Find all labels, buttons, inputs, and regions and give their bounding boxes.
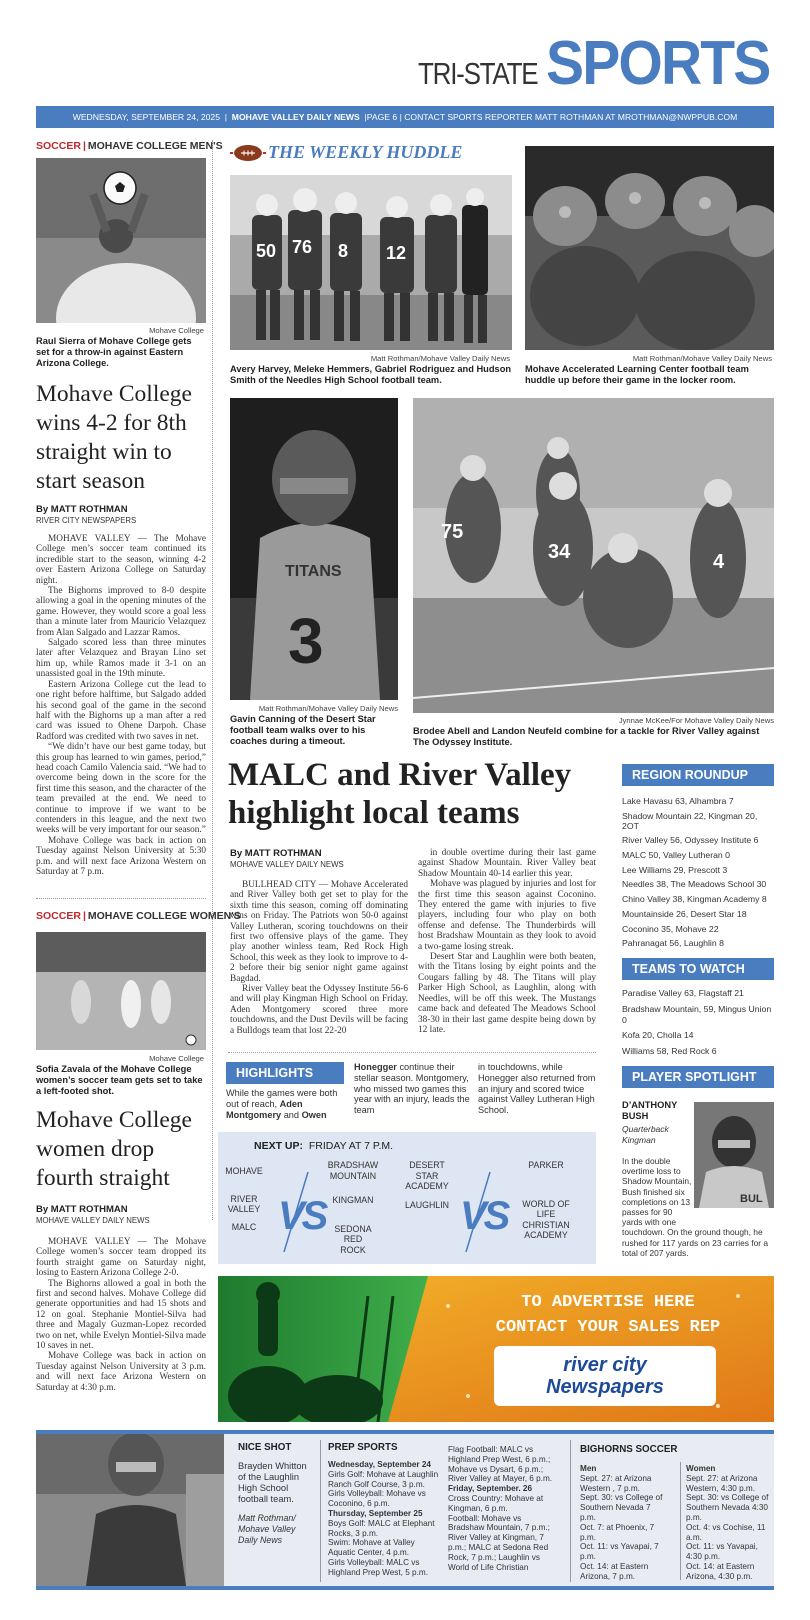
photo3-caption: Gavin Canning of the Desert Star football team walks over to his coaches during a timeout. xyxy=(230,714,376,746)
paper-name: MOHAVE VALLEY DAILY NEWS xyxy=(231,112,360,122)
nice-shot-text: Brayden Whitton of the Laughlin High School football team. xyxy=(238,1461,307,1504)
paragraph: The Bighorns improved to 8-0 despite allowing a goal in the opening minutes of the game. However, they would score a goal less than a minute later from Mauricio Velazquez from Alan Salgado and Lazzar Ramos. xyxy=(36,586,206,638)
region-roundup-list xyxy=(622,796,774,953)
highlights-name-1: Aden Montgomery xyxy=(226,1098,303,1120)
topbar-separator-2: | xyxy=(364,112,367,122)
next-up-time: FRIDAY AT 7 P.M. xyxy=(308,1140,394,1152)
list-item: Williams 58, Red Rock 6 xyxy=(622,1046,717,1057)
schedule-item: Oct. 11: vs Yavapai, 7 p.m. xyxy=(580,1542,659,1562)
logo-river-city: river city xyxy=(563,1354,647,1376)
main-article-col1 xyxy=(230,880,408,1036)
paragraph: Mohave was plagued by injuries and lost for the first time this season against Coconino. They entered the game with injuries to five players, including four who play on both offense and defense. The Thunderbirds will host Bradshaw Mountain as they look to avoid a two-game losing streak. xyxy=(418,879,596,952)
womens-byline: By MATT ROTHMAN xyxy=(36,1204,128,1215)
matchup-right-b xyxy=(508,1160,584,1241)
bighorns-title xyxy=(580,1444,677,1463)
prep-sports-title xyxy=(328,1442,398,1461)
photo3-credit: Matt Rothman/Mohave Valley Daily News xyxy=(258,704,398,713)
spotlight-name: D’ANTHONY BUSH xyxy=(622,1100,678,1121)
main-article-col2 xyxy=(418,848,596,1035)
column-divider xyxy=(212,140,213,1220)
mens-byline-org: RIVER CITY NEWSPAPERS xyxy=(36,516,137,525)
issue-date: WEDNESDAY, SEPTEMBER 24, 2025 xyxy=(72,112,220,122)
advertisement[interactable] xyxy=(218,1276,774,1422)
womens-soccer-photo xyxy=(36,932,206,1050)
schedule-item: Swim: Mohave at Valley Aquatic Center, 4 p.m. xyxy=(328,1538,415,1558)
main-byline: By MATT ROTHMAN xyxy=(230,848,322,859)
kicker-soccer: SOCCER xyxy=(36,140,81,152)
ad-line-2: CONTACT YOUR SALES REP xyxy=(495,1318,721,1337)
next-up-panel xyxy=(218,1132,596,1264)
photo2-caption: Mohave Accelerated Learning Center football team huddle up before their game in the locker room. xyxy=(525,364,749,385)
highlights-col2 xyxy=(354,1062,470,1116)
top-info-bar xyxy=(36,106,774,128)
paragraph: “We didn’t have our best game today, but this group has learned to win games, period,” head coach Camilo Valencia said. “We had to overcome being down in the score for the first time this season, and the character of the team prevailed at the end. We need to continue to improve if we want to be contenders in this league, and the next two weeks will be very important for our season.” xyxy=(36,742,206,836)
paragraph: Mohave College was back in action on Tuesday against Nelson University at 5:30 p.m. and will next face Arizona Western on Saturday at 7 p.m. xyxy=(36,835,206,877)
prep-sports-heading: PREP SPORTS xyxy=(328,1442,398,1453)
player-spotlight-header: PLAYER SPOTLIGHT xyxy=(622,1066,774,1088)
schedule-item xyxy=(328,1460,440,1470)
womens-photo-credit: Mohave College xyxy=(149,1054,204,1063)
spotlight-text-wide: touchdown. On the ground though, he rushed for 117 yards on 23 carries for a total of 207 yards. xyxy=(622,1227,769,1258)
team-mohave: MOHAVE xyxy=(225,1166,263,1176)
womens-byline-org: MOHAVE VALLEY DAILY NEWS xyxy=(36,1216,150,1225)
nice-shot-credit: Matt Rothman/ Mohave Valley Daily News xyxy=(238,1513,296,1545)
spotlight-text-narrow: In the double overtime loss to Shadow Mountain, Bush finished six completions on 13 passes for 90 yards with one xyxy=(622,1156,692,1228)
svg-text:12: 12 xyxy=(386,243,407,263)
team-laughlin: LAUGHLIN xyxy=(405,1199,449,1210)
prep-sports-col1 xyxy=(328,1460,440,1578)
paragraph: BULLHEAD CITY — Mohave Accelerated and River Valley both get set to play for the sixth time this season, coming off dominating wins on Friday. The Patriots won 50-0 against Valley Lutheran, scoring touchdowns on their first two offensive plays of the game. They play another winless team, Red Rock High School, this week as they look to improve to 4-2 before their big senior night game against Bagdad. xyxy=(230,880,408,984)
bottom-strip-bottom-bar xyxy=(36,1586,774,1590)
highlights-text-1: While the games were both out of reach, xyxy=(226,1088,338,1109)
highlights-and: and xyxy=(283,1109,300,1120)
paragraph: The Bighorns allowed a goal in both the first and second halves. Mohave College did generate opportunities and had 15 shots and 12 on goal. Stephanie Montiel-Silva had three and Magaly Guzman-Lopez recorded two on net, while Evelyn Montiel-Silva made 10 saves in net. xyxy=(36,1278,206,1352)
schedule-item: Flag Football: MALC vs Highland Prep West, 6 p.m.; Mohave vs Dysart, 6 p.m.; River Valley at Mayer, 6 p.m. xyxy=(448,1445,553,1484)
desert-star-player-photo xyxy=(230,398,398,700)
team-malc: MALC xyxy=(231,1222,257,1232)
svg-text:BUL: BUL xyxy=(740,1193,763,1205)
list-item: Kofa 20, Cholla 14 xyxy=(622,1030,694,1041)
paragraph: Mohave College was back in action on Tuesday against Nelson University at 3 p.m. and will next face Arizona Western on Saturday at 4:30 p.m. xyxy=(36,1351,206,1393)
highlights-divider xyxy=(228,1052,596,1053)
svg-text:3: 3 xyxy=(288,605,324,677)
svg-text:75: 75 xyxy=(441,521,464,543)
schedule-item: Sept. 30: vs College of Southern Nevada 4:30 p.m. xyxy=(686,1493,769,1522)
vs-left: VS xyxy=(278,1194,326,1238)
spotlight-school: Kingman xyxy=(622,1135,656,1145)
topbar-separator: | xyxy=(224,112,227,122)
bighorns-men xyxy=(580,1464,668,1582)
team-desert-star-academy: DESERT STAR ACADEMY xyxy=(405,1160,449,1191)
womens-article-body xyxy=(36,1237,206,1393)
schedule-item: Girls Golf: Mohave at Laughlin Ranch Golf Course, 3 p.m. xyxy=(328,1469,439,1489)
mens-article-body xyxy=(36,534,206,877)
vs-graphic-right xyxy=(460,1172,508,1252)
masthead-sports: SPORTS xyxy=(546,29,770,98)
highlights-text-2: continue their stellar season. Montgomery, who missed two games this year with an injury, leads the team xyxy=(354,1062,470,1116)
schedule-date: Thursday, September 25 xyxy=(328,1508,423,1518)
photo2-credit: Matt Rothman/Mohave Valley Daily News xyxy=(632,354,772,363)
svg-text:50: 50 xyxy=(256,241,277,261)
photo1-caption: Avery Harvey, Meleke Hemmers, Gabriel Rodriguez and Hudson Smith of the Needles High School football team. xyxy=(230,364,512,385)
highlights-name-3: Honegger xyxy=(354,1062,397,1072)
photo4-credit: Jynnae McKee/For Mohave Valley Daily News xyxy=(618,716,774,725)
logo-newspapers: Newspapers xyxy=(546,1376,664,1398)
prep-sports-col2 xyxy=(448,1445,558,1572)
schedule-item: Sept. 27: at Arizona Western , 7 p.m. xyxy=(580,1473,652,1493)
bottom-divider-2 xyxy=(570,1440,571,1582)
schedule-date: Wednesday, September 24 xyxy=(328,1460,431,1469)
paragraph: Desert Star and Laughlin were both beaten, with the Titans losing by eight points and the Cougars falling by 48. The Titans will play Parker High School, as Laughlin, along with Needles, will be off this week. The Mustangs came back and defeated The Meadows School 38-30 in their last game despite being down by 12 late. xyxy=(418,952,596,1035)
list-item: Coconino 35, Mohave 22 xyxy=(622,923,719,934)
team-river-valley: RIVER VALLEY xyxy=(227,1194,261,1214)
kicker-team: MOHAVE COLLEGE MEN'S xyxy=(87,140,223,152)
svg-text:76: 76 xyxy=(292,237,313,257)
list-item: Paradise Valley 63, Flagstaff 21 xyxy=(622,988,744,998)
list-item: Lake Havasu 63, Alhambra 7 xyxy=(622,796,734,806)
kicker-separator: | xyxy=(82,140,86,152)
schedule-item: Oct. 4: vs Cochise, 11 a.m. xyxy=(686,1522,766,1542)
schedule-item: Cross Country: Mohave at Kingman, 6 p.m. xyxy=(448,1493,544,1513)
ad-line-1: TO ADVERTISE HERE xyxy=(521,1293,695,1312)
schedule-item: Oct. 11: vs Yavapai, 4:30 p.m. xyxy=(686,1542,758,1562)
river-valley-tackle-photo xyxy=(413,398,774,713)
paragraph: Eastern Arizona College cut the lead to one right before halftime, but Salgado added his second goal of the game in the second half with the Bighorns up a man after a red card was issued to Ohene Darpoh. Chase Radford was credited with two saves in net. xyxy=(36,679,206,742)
nice-shot xyxy=(238,1442,312,1546)
schedule-item: Oct. 14: at Eastern Arizona, 4:30 p.m. xyxy=(686,1561,755,1581)
spotlight-text xyxy=(622,1156,774,1258)
schedule-item: Girls Volleyball: Mohave vs Coconino, 6 p.m. xyxy=(328,1489,426,1509)
kicker-soccer: SOCCER xyxy=(36,910,81,922)
list-item: Shadow Mountain 22, Kingman 20, 2OT xyxy=(622,810,758,831)
bighorns-women xyxy=(686,1464,774,1582)
football-icon xyxy=(230,142,266,164)
paragraph: in double overtime during their last game against Shadow Mountain. River Valley beat Shadow Mountain 40-14 earlier this year. xyxy=(418,848,596,879)
weekly-huddle-title: THE WEEKLY HUDDLE xyxy=(268,142,463,162)
photo1-credit: Matt Rothman/Mohave Valley Daily News xyxy=(370,354,510,363)
schedule-item: Boys Golf: MALC at Elephant Rocks, 3 p.m. xyxy=(328,1518,435,1538)
list-item: Bradshaw Mountain, 59, Mingus Union 0 xyxy=(622,1003,772,1025)
team-bradshaw-mountain: BRADSHAW MOUNTAIN xyxy=(327,1160,379,1181)
photo4-caption: Brodee Abell and Landon Neufeld combine for a tackle for River Valley against The Odyssey Institute. xyxy=(413,726,760,747)
vs-right: VS xyxy=(460,1194,508,1238)
list-item: Chino Valley 38, Kingman Academy 8 xyxy=(622,894,767,905)
mens-soccer-photo xyxy=(36,158,206,323)
womens-headline: Mohave College women drop fourth straight xyxy=(36,1107,192,1191)
bighorns-heading: BIGHORNS SOCCER xyxy=(580,1444,678,1455)
bottom-divider-1 xyxy=(320,1440,321,1582)
vs-graphic-left xyxy=(278,1172,326,1252)
list-item: Needles 38, The Meadows School 30 xyxy=(622,879,767,890)
team-parker: PARKER xyxy=(528,1160,564,1170)
kicker-team: MOHAVE COLLEGE WOMEN'S xyxy=(87,910,241,922)
mens-byline: By MATT ROTHMAN xyxy=(36,504,128,515)
needles-team-photo xyxy=(230,175,512,350)
next-up-heading xyxy=(254,1140,393,1152)
region-roundup-header: REGION ROUNDUP xyxy=(622,764,774,786)
matchup-left-a xyxy=(218,1166,270,1232)
team-kingman: KINGMAN xyxy=(332,1195,374,1205)
matchup-left-b xyxy=(320,1160,386,1255)
next-up-label: NEXT UP: xyxy=(254,1140,304,1152)
highlights-col3: in touchdowns, while Honegger also returned from an injury and scored twice against Valley Lutheran High School. xyxy=(478,1062,596,1116)
svg-text:4: 4 xyxy=(713,551,725,573)
mens-kicker xyxy=(36,140,223,152)
schedule-item: Sept. 30: vs College of Southern Nevada 7 p.m. xyxy=(580,1493,663,1522)
schedule-item: Oct. 14: at Eastern Arizona, 7 p.m. xyxy=(580,1561,649,1581)
river-city-logo xyxy=(494,1354,716,1398)
schedule-group-title: Men xyxy=(580,1464,597,1473)
main-byline-org: MOHAVE VALLEY DAILY NEWS xyxy=(230,860,344,869)
paragraph: River Valley beat the Odyssey Institute 56-6 and will play Kingman High School on Friday. Aden Montgomery scored three more touchdowns, and the Dust Devils will be facing a Bulldogs team that lost 22-20 xyxy=(230,984,408,1036)
mens-headline: Mohave College wins 4-2 for 8th straight win to start season xyxy=(36,381,192,494)
topbar-contact: PAGE 6 | CONTACT SPORTS REPORTER MATT ROTHMAN AT MROTHMAN@NWPPUB.COM xyxy=(366,112,738,122)
mens-photo-caption: Raul Sierra of Mohave College gets set for a throw-in against Eastern Arizona College. xyxy=(36,336,192,368)
schedule-date: Friday, September. 26 xyxy=(448,1484,533,1494)
schedule-item: Sept. 27: at Arizona Western, 4:30 p.m. xyxy=(686,1473,758,1493)
womens-photo-caption: Sofia Zavala of the Mohave College women’s soccer team gets set to take a left-footed shot. xyxy=(36,1064,203,1096)
nice-shot-title: NICE SHOT xyxy=(238,1442,292,1453)
main-headline: MALC and River Valley highlight local teams xyxy=(228,757,572,831)
highlights-header: HIGHLIGHTS xyxy=(226,1062,344,1084)
schedule-group-title: Women xyxy=(686,1464,716,1473)
schedule-item: Football: Mohave vs Bradshaw Mountain, 7 p.m.; River Valley at Kingman, 7 p.m.; MALC at Sedona Red Rock, 7 p.m.; Laughlin vs World of Life Christian xyxy=(448,1513,550,1572)
highlights-name-2: Owen xyxy=(301,1109,327,1120)
svg-text:34: 34 xyxy=(548,541,571,563)
highlights-col1 xyxy=(226,1088,344,1120)
list-item: River Valley 56, Odyssey Institute 6 xyxy=(622,835,759,846)
list-item: Lee Williams 29, Prescott 3 xyxy=(622,864,728,875)
matchup-right-a xyxy=(398,1160,456,1210)
schedule-item: Oct. 7: at Phoenix, 7 p.m. xyxy=(580,1522,655,1542)
malc-huddle-photo xyxy=(525,146,774,350)
kicker-separator: | xyxy=(82,910,86,922)
teams-to-watch-list xyxy=(622,988,772,1062)
nice-shot-photo xyxy=(36,1434,224,1586)
team-world-of-life: WORLD OF LIFE CHRISTIAN ACADEMY xyxy=(522,1198,570,1240)
paragraph: MOHAVE VALLEY — The Mohave College women’s soccer team dropped its fourth straight game on Saturday night, losing to Eastern Arizona College 2-0. xyxy=(36,1237,206,1279)
schedule-item xyxy=(448,1484,558,1494)
list-item: MALC 50, Valley Lutheran 0 xyxy=(622,850,731,861)
svg-text:TITANS: TITANS xyxy=(285,563,342,580)
womens-kicker xyxy=(36,910,241,922)
mens-photo-credit: Mohave College xyxy=(149,326,204,335)
ad-text xyxy=(448,1290,768,1340)
spotlight-position: Quarterback xyxy=(622,1124,669,1134)
bottom-divider-3 xyxy=(680,1462,681,1580)
list-item: Pahranagat 56, Laughlin 8 xyxy=(622,938,724,949)
teams-to-watch-header: TEAMS TO WATCH xyxy=(622,958,774,980)
section-divider xyxy=(36,898,206,899)
paragraph: MOHAVE VALLEY — The Mohave College men’s soccer team continued its incredible start to the season, winning 4-2 over Eastern Arizona College on Saturday night. xyxy=(36,534,206,586)
masthead-tri-state: TRI-STATE xyxy=(418,56,538,91)
svg-text:8: 8 xyxy=(338,241,349,261)
paragraph: Salgado scored less than three minutes later after Velazquez and Brayan Lino set him up, while Ramos made it 3-1 on an unassisted goal in the 19th minute. xyxy=(36,638,206,680)
schedule-item: Girls Volleyball: MALC vs Highland Prep West, 5 p.m. xyxy=(328,1557,428,1577)
schedule-item xyxy=(328,1509,440,1519)
team-sedona-red-rock: SEDONA RED ROCK xyxy=(334,1223,372,1255)
list-item: Mountainside 26, Desert Star 18 xyxy=(622,908,747,919)
